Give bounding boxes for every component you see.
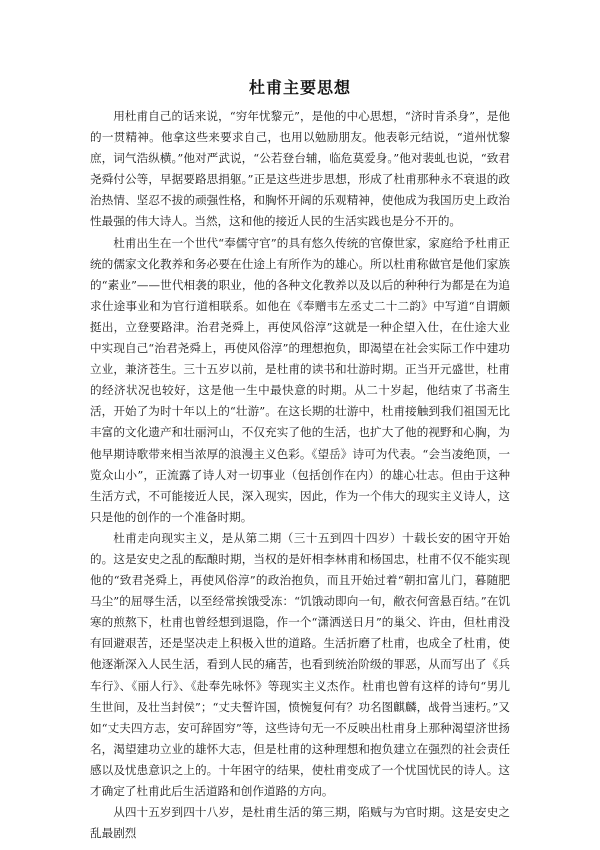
document-title: 杜甫主要思想 — [248, 78, 351, 97]
paragraph-third-period: 从四十五岁到四十八岁，是杜甫生活的第三期，陷贼与为官时期。这是安史之乱最剧烈 — [90, 805, 510, 841]
paragraph-family-and-youth: 杜甫出生在一个世代“奉儒守官”的具有悠久传统的官僚世家，家庭给予杜甫正统的儒家文化教养和务必要在仕途上有所作为的雄心。所以杜甫称做官是他们家族的“素业”——世代相袭的职业，他的各种文化教养以及以后的种种行为都是在为追求仕途事业和为官行道相联系。如他在《奉赠韦左丞丈二十二韵》中写道“自谓颇挺出，立登要路津。治君尧舜上，再使风俗淳”这就是一种企望入仕，在仕途大业中实现自己“治君尧舜上，再使风俗淳”的理想抱负，即渴望在社会实际工作中建功立业，兼济苍生。三十五岁以前，是杜甫的读书和壮游时期。正当开元盛世，杜甫的经济状况也较好，这是他一生中最快意的时期。从二十岁起，他结束了书斋生活，开始了为时十年以上的“壮游”。在这长期的壮游中，杜甫接触到我们祖国无比丰富的文化遗产和壮丽河山，不仅充实了他的生活，也扩大了他的视野和心胸，为他早期诗歌带来相当浓厚的浪漫主义色彩。《望岳》诗可为代表。“会当凌绝顶，一览众山小”，正流露了诗人对一切事业（包括创作在内）的雄心壮志。但由于这种生活方式，不可能接近人民，深入现实，因此，作为一个伟大的现实主义诗人，这只是他的创作的一个准备时期。 — [90, 235, 510, 524]
paragraph-changan-years: 杜甫走向现实主义，是从第二期（三十五到四十四岁）十载长安的困守开始的。这是安史之乱的酝酿时期，当权的是奸相李林甫和杨国忠，杜甫不仅不能实现他的“致君尧舜上，再使风俗淳”的政治抱负，而且开始过着“朝扣富儿门，暮随肥马尘”的屈辱生活，以至经常挨饿受冻：“饥饿动即向一旬，敝衣何啻悬百结。”在饥寒的煎熬下，杜甫也曾经想到退隐，作一个“潇洒送日月”的巢父、许由，但杜甫没有回避艰苦，还是坚决走上积极入世的道路。生活折磨了杜甫，也成全了杜甫，使他逐渐深入人民生活，看到人民的痛苦，也看到统治阶级的罪恶，从而写出了《兵车行》、《丽人行》、《赴奉先咏怀》等现实主义杰作。杜甫也曾有这样的诗句“男儿生世间，及壮当封侯”；“丈夫誓许国，愤惋复何有？功名图麒麟，战骨当速朽。”又如“丈夫四方志，安可辞固穷”等，这些诗句无一不反映出杜甫身上那种渴望济世扬名，渴望建功立业的雄怀大志，但是杜甫的这种理想和抱负建立在强烈的社会责任感以及忧患意识之上的。十年困守的结果，使杜甫变成了一个忧国忧民的诗人。这才确定了杜甫此后生活道路和创作道路的方向。 — [90, 530, 510, 798]
paragraph-central-thought: 用杜甫自己的话来说，“穷年忧黎元”，是他的中心思想，“济时肯杀身”，是他的一贯精神。他拿这些来要求自己，也用以勉励朋友。他表彰元结说，“道州忧黎庶，词气浩纵横。”他对严武说，“公若登台辅，临危莫爱身。”他对裴虬也说，“致君尧舜付公等，早据要路思捐躯。”正是这些进步思想，形成了杜甫那种永不衰退的政治热情、坚忍不拔的顽强性格，和胸怀开阔的乐观精神，使他成为我国历史上政治性最强的伟大诗人。当然，这和他的接近人民的生活实践也是分不开的。 — [90, 109, 510, 229]
